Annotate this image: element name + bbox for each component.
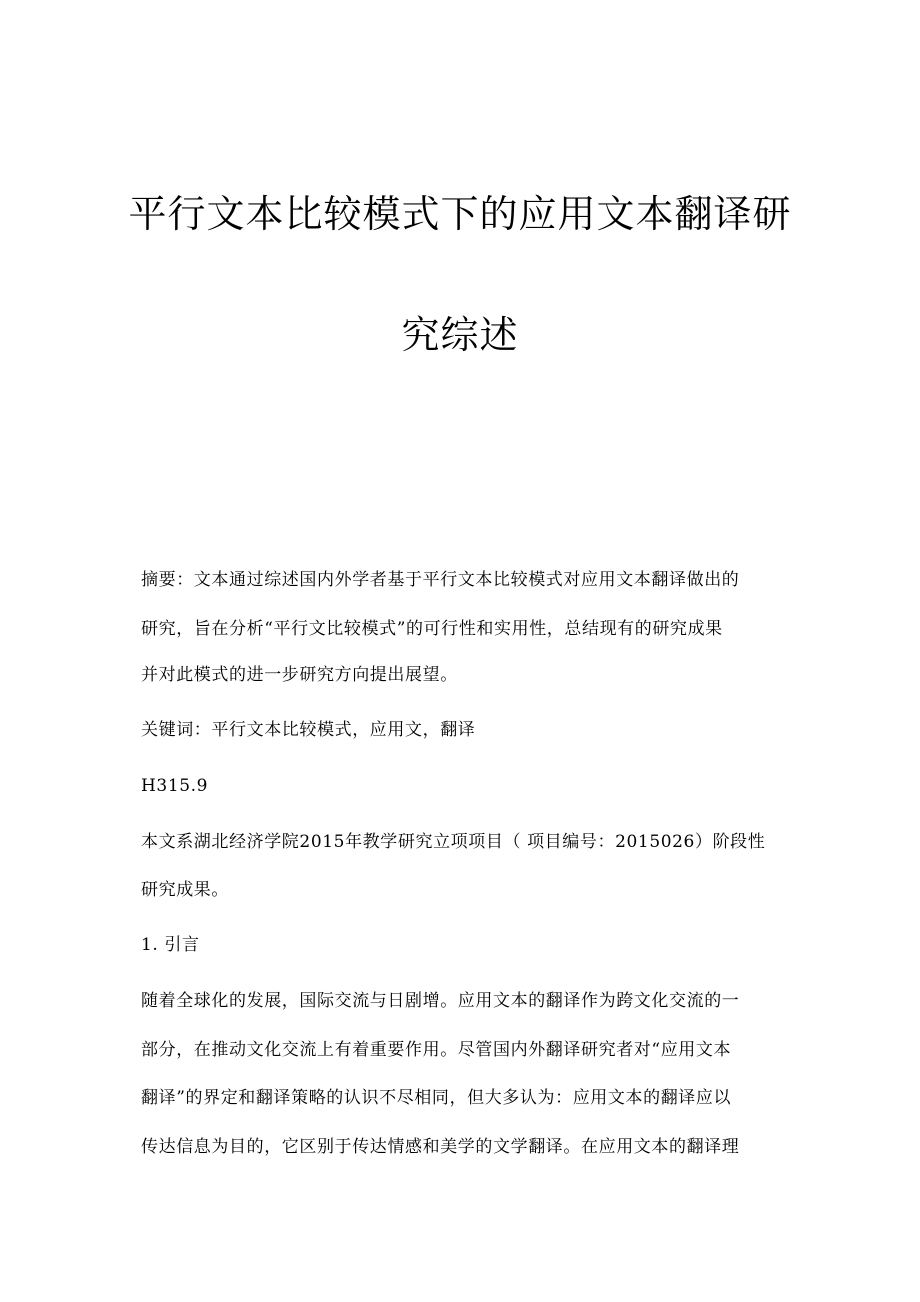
abstract-line-2: 研究，旨在分析“平行文比较模式”的可行性和实用性，总结现有的研究成果 (141, 619, 723, 639)
funding-line-2: 研究成果。 (141, 880, 229, 900)
intro-line-1: 随着全球化的发展，国际交流与日剧增。应用文本的翻译作为跨文化交流的一 (141, 991, 740, 1011)
abstract-line-1: 摘要：文本通过综述国内外学者基于平行文本比较模式对应用文本翻译做出的 (141, 570, 740, 590)
abstract-line-3: 并对此模式的进一步研究方向提出展望。 (141, 665, 458, 685)
intro-line-2: 部分，在推动文化交流上有着重要作用。尽管国内外翻译研究者对“应用文本 (141, 1040, 732, 1060)
keywords-line: 关键词：平行文本比较模式，应用文，翻译 (141, 720, 476, 740)
section-heading: 1. 引言 (141, 935, 200, 955)
title-line-2: 究综述 (401, 313, 519, 357)
funding-line-1: 本文系湖北经济学院2015年教学研究立项项目（ 项目编号：2015026）阶段性 (141, 832, 766, 852)
intro-line-3: 翻译”的界定和翻译策略的认识不尽相同，但大多认为：应用文本的翻译应以 (141, 1088, 732, 1108)
classification-code: H315.9 (141, 776, 209, 796)
intro-line-4: 传达信息为目的，它区别于传达情感和美学的文学翻译。在应用文本的翻译理 (141, 1137, 740, 1157)
title-line-1: 平行文本比较模式下的应用文本翻译研 (128, 192, 792, 236)
